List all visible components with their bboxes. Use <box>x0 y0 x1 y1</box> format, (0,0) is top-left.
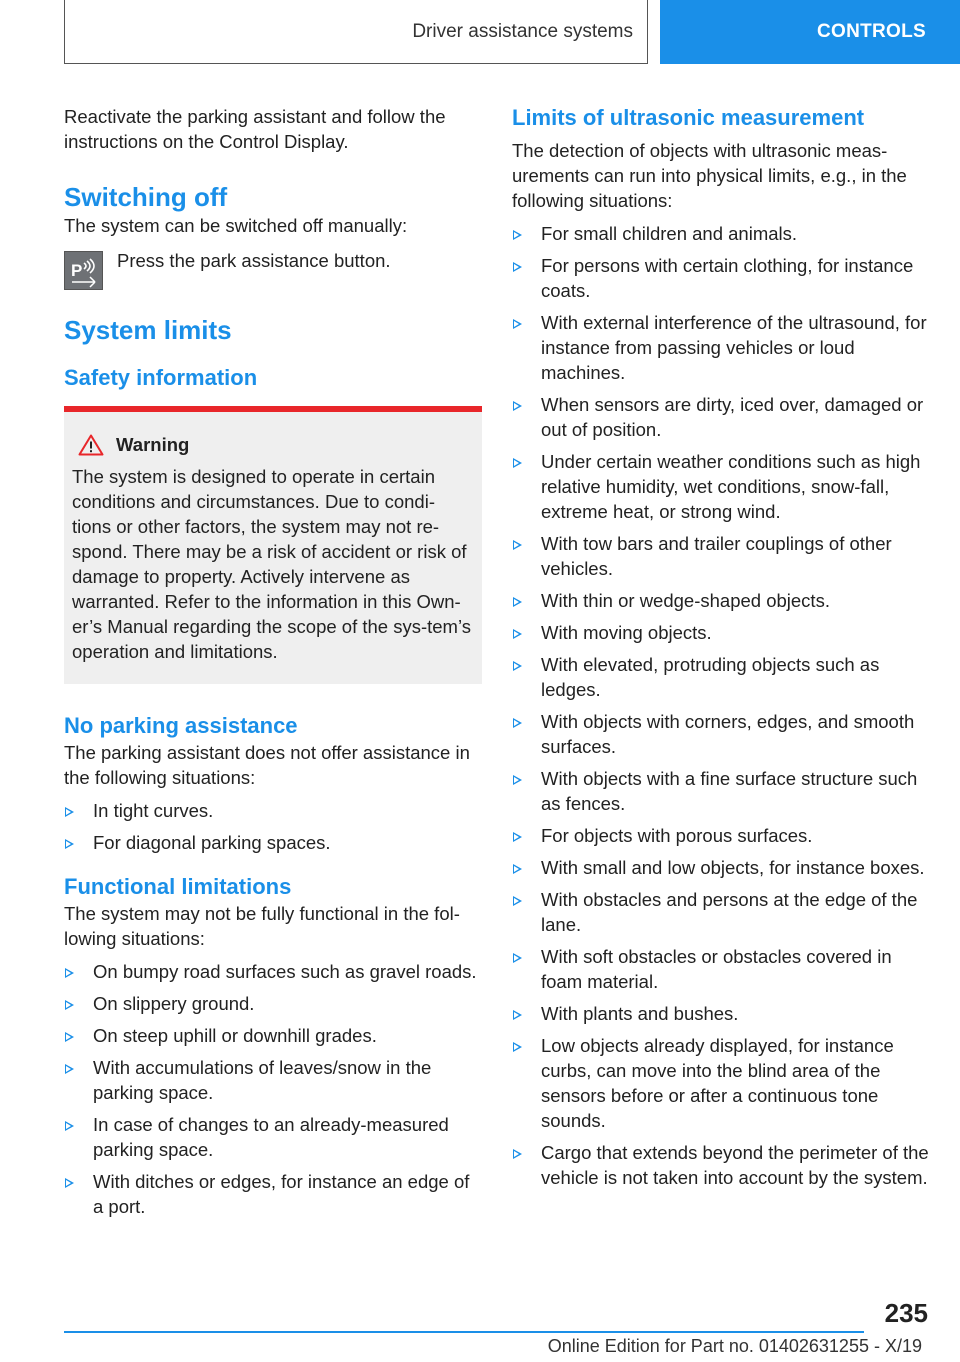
triangle-bullet-icon <box>513 1010 522 1020</box>
list-item: With elevated, protruding objects such as ledges. <box>512 652 932 702</box>
triangle-bullet-icon <box>513 775 522 785</box>
section-title: Driver assistance systems <box>64 0 648 64</box>
functional-list <box>64 959 482 1219</box>
triangle-bullet-icon <box>513 832 522 842</box>
park-assist-button-icon <box>64 251 103 290</box>
warning-text: The system is designed to operate in certain conditions and circumstances. Due to condi-tions or other factors, the system may not re-spond. There may be a risk of accident or risk of damage to property. Actively intervene as warranted. Refer to the information in this Own-er’s Manual regarding the scope of the sys-tem’s operation and limitations. <box>72 466 471 662</box>
list-item: In case of changes to an already-measured parking space. <box>64 1112 482 1162</box>
triangle-bullet-icon <box>513 1149 522 1159</box>
triangle-bullet-icon <box>513 458 522 468</box>
functional-text: The system may not be fully functional in the fol-lowing situations: <box>64 903 460 949</box>
triangle-bullet-icon <box>513 230 522 240</box>
heading-safety-information: Safety information <box>64 365 258 390</box>
list-item: When sensors are dirty, iced over, damaged or out of position. <box>512 392 932 442</box>
warning-triangle-icon <box>78 434 104 456</box>
heading-limits-ultrasonic: Limits of ultrasonic measurement <box>512 105 865 130</box>
ultrasonic-text: The detection of objects with ultrasonic meas-urements can run into physical limits, e.g., in the following situations: <box>512 140 907 211</box>
triangle-bullet-icon <box>513 864 522 874</box>
list-item: Cargo that extends beyond the perimeter of the vehicle is not taken into account by the system. <box>512 1140 932 1190</box>
list-item: On slippery ground. <box>64 991 482 1016</box>
triangle-bullet-icon <box>65 1121 74 1131</box>
heading-system-limits: System limits <box>64 315 232 345</box>
footer-divider <box>64 1331 864 1333</box>
list-item: With soft obstacles or obstacles covered in foam material. <box>512 944 932 994</box>
heading-switching-off: Switching off <box>64 182 228 212</box>
right-column <box>512 104 932 1197</box>
list-item: For small children and animals. <box>512 221 932 246</box>
triangle-bullet-icon <box>513 597 522 607</box>
list-item: With plants and bushes. <box>512 1001 932 1026</box>
park-button-instruction <box>64 248 482 290</box>
intro-paragraph: Reactivate the parking assistant and follow the instructions on the Control Display. <box>64 106 446 152</box>
list-item: With obstacles and persons at the edge of the lane. <box>512 887 932 937</box>
svg-text:P: P <box>71 261 83 280</box>
triangle-bullet-icon <box>65 1032 74 1042</box>
list-item: With thin or wedge-shaped objects. <box>512 588 932 613</box>
list-item: In tight curves. <box>64 798 482 823</box>
triangle-bullet-icon <box>513 629 522 639</box>
triangle-bullet-icon <box>65 839 74 849</box>
list-item: With ditches or edges, for instance an edge of a port. <box>64 1169 482 1219</box>
list-item: Low objects already displayed, for instance curbs, can move into the blind area of the sensors before or after a continuous tone sounds. <box>512 1033 932 1133</box>
left-column <box>64 104 482 1226</box>
triangle-bullet-icon <box>513 319 522 329</box>
no-parking-list <box>64 798 482 855</box>
list-item: On steep uphill or downhill grades. <box>64 1023 482 1048</box>
triangle-bullet-icon <box>513 1042 522 1052</box>
list-item: With tow bars and trailer couplings of other vehicles. <box>512 531 932 581</box>
triangle-bullet-icon <box>513 540 522 550</box>
footer-edition: Online Edition for Part no. 01402631255 - X/19 <box>547 1336 922 1356</box>
list-item: For diagonal parking spaces. <box>64 830 482 855</box>
triangle-bullet-icon <box>513 953 522 963</box>
triangle-bullet-icon <box>513 661 522 671</box>
list-item: With small and low objects, for instance boxes. <box>512 855 932 880</box>
list-item: On bumpy road surfaces such as gravel roads. <box>64 959 482 984</box>
list-item: Under certain weather conditions such as high relative humidity, wet conditions, snow-fall, extreme heat, or strong wind. <box>512 449 932 524</box>
list-item: For persons with certain clothing, for instance coats. <box>512 253 932 303</box>
page-header <box>0 0 960 66</box>
no-parking-text: The parking assistant does not offer assistance in the following situations: <box>64 742 470 788</box>
list-item: With objects with a fine surface structure such as fences. <box>512 766 932 816</box>
triangle-bullet-icon <box>65 1000 74 1010</box>
triangle-bullet-icon <box>513 896 522 906</box>
page-number: 235 <box>884 1298 928 1328</box>
triangle-bullet-icon <box>65 968 74 978</box>
heading-no-parking-assistance: No parking assistance <box>64 713 298 738</box>
triangle-bullet-icon <box>65 1178 74 1188</box>
ultrasonic-list <box>512 221 932 1190</box>
warning-title <box>72 432 474 457</box>
triangle-bullet-icon <box>65 1064 74 1074</box>
triangle-bullet-icon <box>513 262 522 272</box>
list-item: With external interference of the ultrasound, for instance from passing vehicles or loud machines. <box>512 310 932 385</box>
park-button-text: Press the park assistance button. <box>117 250 391 271</box>
list-item: For objects with porous surfaces. <box>512 823 932 848</box>
triangle-bullet-icon <box>513 401 522 411</box>
triangle-bullet-icon <box>513 718 522 728</box>
list-item: With objects with corners, edges, and smooth surfaces. <box>512 709 932 759</box>
warning-box <box>64 406 482 684</box>
chapter-tab[interactable]: CONTROLS <box>660 0 960 64</box>
list-item: With accumulations of leaves/snow in the parking space. <box>64 1055 482 1105</box>
switching-off-text: The system can be switched off manually: <box>64 215 408 236</box>
triangle-bullet-icon <box>65 807 74 817</box>
list-item: With moving objects. <box>512 620 932 645</box>
heading-functional-limitations: Functional limitations <box>64 874 292 899</box>
warning-label: Warning <box>116 434 190 455</box>
